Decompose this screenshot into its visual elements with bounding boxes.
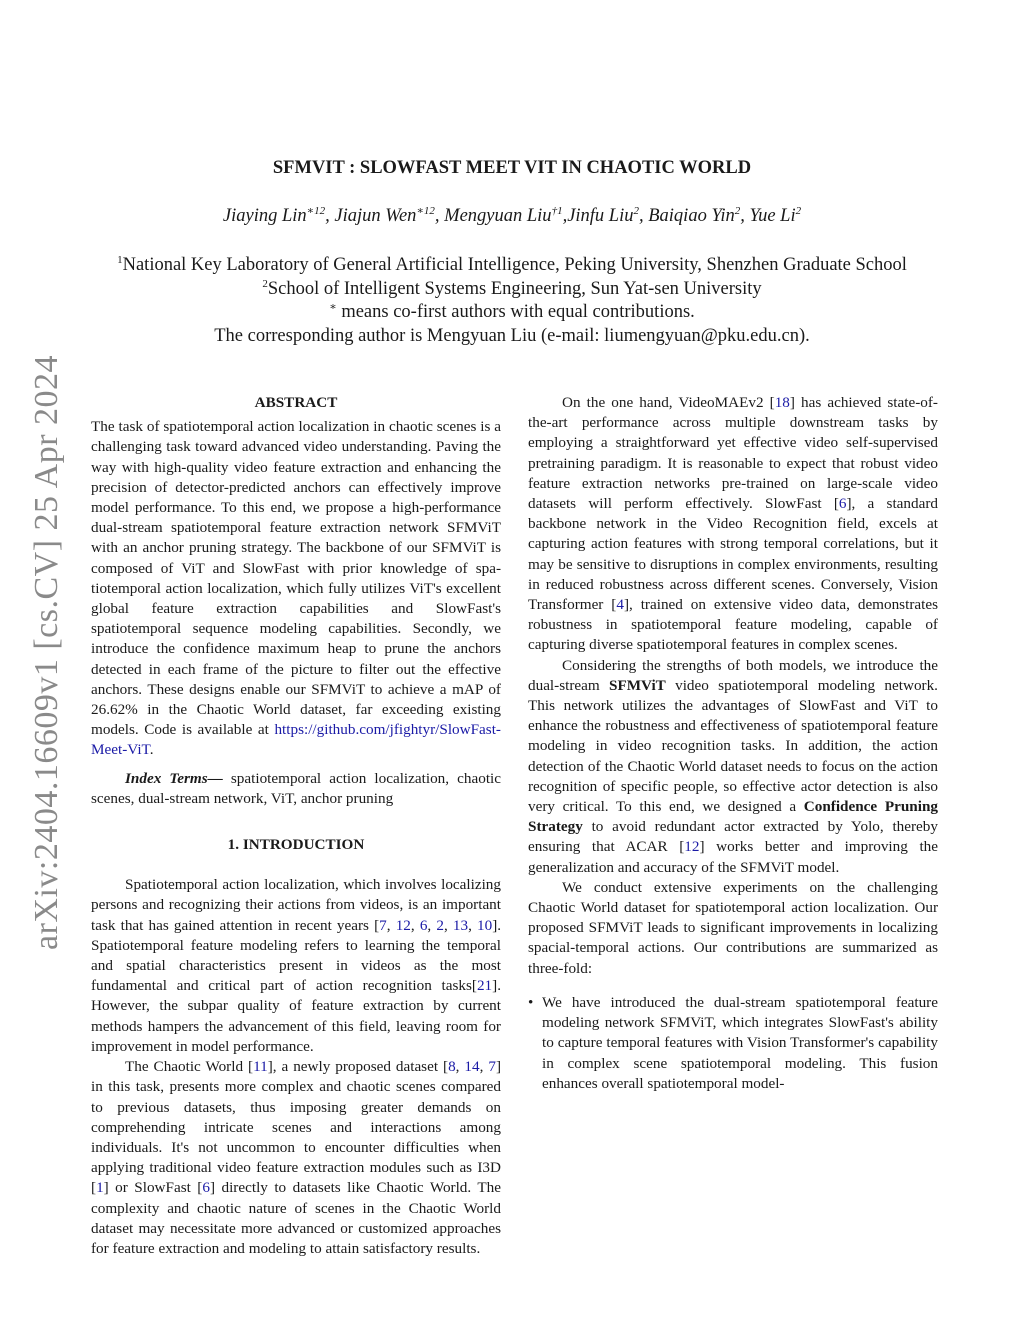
index-terms-text: spatiotemporal action localization, chaotic scenes, dual-stream network, ViT, anchor pruning [91, 769, 501, 807]
citation-link[interactable]: 21 [476, 977, 493, 995]
citation-link[interactable]: 12 [684, 838, 700, 856]
citation-link[interactable]: 1 [96, 1179, 104, 1197]
abstract-heading: ABSTRACT [254, 394, 338, 411]
index-terms [91, 769, 501, 809]
author-mark: ∗12 [306, 205, 326, 217]
citation-link[interactable]: 11 [253, 1058, 268, 1076]
corresponding-author-note: The corresponding author is Mengyuan Liu (e-mail: liumengyuan@pku.edu.cn). [214, 325, 810, 346]
author-name: Jiajun Wen [334, 206, 417, 226]
para-text: ]. Spatiotemporal feature modeling refers to learning the temporal and spatial characteristics present in videos as the most fundamental and critical part of action recognition tasks[ [91, 916, 502, 995]
author-mark: 2 [795, 205, 802, 217]
author-list: Jiaying Lin$^{∗12}$, Jiajun Wen$^{∗12}$, Mengyuan Liu$^{\dagger 1}$,Jinfu Liu$^2$, Baiqiao Yin$^2$, Yue Li$^2$ [222, 205, 802, 226]
para-text: ] in this task, presents more complex and chaotic scenes compared to previous datasets, thus imposing greater demands on comprehending intricate scenes and interactions among individuals. It's not uncommon to encounter difficulties when applying traditional video feature extraction modules such as I3D [ [91, 1058, 502, 1197]
emphasis-confidence-pruning: Confidence Pruning Strategy [528, 798, 938, 836]
citation-link[interactable]: 4 [616, 596, 624, 614]
para-text: Considering the strengths of both models, we introduce the dual-stream [528, 656, 938, 694]
left-column [91, 393, 501, 1259]
author-name: Mengyuan Liu [444, 206, 552, 226]
index-terms-label: Index Terms— [125, 769, 223, 787]
para-text: ], a standard backbone network in the Video Recognition field, excels at capturing action features with strong temporal correlations, but it may be sensitive to disruptions in complex environments, resulting in reduced robustness across different scenes. Conversely, Vision Transformer [ [528, 495, 938, 614]
para-text: ]. However, the subpar quality of feature extraction by current methods hampers the advancement of this field, leaving room for improvement in model performance. [91, 977, 501, 1055]
right-column [528, 393, 938, 1094]
abstract-body [91, 417, 501, 760]
affiliation-line [0, 254, 1024, 278]
author-mark: ∗12 [416, 205, 435, 217]
author-name: Baiqiao Yin [648, 206, 735, 226]
citation-link[interactable]: 10 [477, 916, 493, 934]
author-name: Yue Li [749, 206, 796, 226]
para-text: On the one hand, VideoMAEv2 [ [562, 394, 775, 411]
author-mark: 2 [633, 205, 639, 217]
citation-link[interactable]: 7 [488, 1058, 496, 1076]
para-text: ] works better and improving the generalization and accuracy of the SFMViT model. [528, 838, 938, 876]
author-mark: 2 [734, 205, 741, 217]
para-text: video spatiotemporal modeling network. This network utilizes the advantages of SlowFast and ViT to enhance the robustness and effectiveness of spatiotemporal feature modeling in video recognition tasks. In addition, the action detection of the Chaotic World dataset needs to focus on the action recognition of specific people, so effective actor detection is also very critical. To this end, we designed a [528, 676, 938, 816]
citation-link[interactable]: 14 [464, 1058, 480, 1076]
emphasis-sfmvit: SFMViT [609, 676, 666, 694]
affiliation-note [0, 301, 1024, 325]
citation-link[interactable]: 7 [379, 916, 387, 934]
affiliation-mark: 2 [262, 277, 268, 290]
para-text: ], a newly proposed dataset [ [267, 1058, 449, 1076]
paper-title: SFMVIT : SLOWFAST MEET VIT IN CHAOTIC WORLD [272, 158, 752, 178]
citation-link[interactable]: 8 [448, 1058, 456, 1076]
affiliation-mark: 1 [117, 254, 123, 266]
intro-paragraph-2: The Chaotic World [11], a newly proposed dataset [8, 14, 7] in this task, presents more complex and chaotic scenes compared to previous datasets, thus imposing greater demands on comprehending intricate scenes and interactions among individuals. It's not uncommon to encounter difficulties when applying traditional video feature extraction modules such as I3D [1] or SlowFast [6] directly to datasets like Chaotic World. The complexity and chaotic nature of scenes in the Chaotic World dataset may necessitate more advanced or customized approaches for feature extraction and modeling to attain satisfactory results. [91, 1058, 502, 1257]
para-text: to avoid redundant actor extracted by Yolo, thereby ensuring that ACAR [ [528, 818, 938, 856]
para-text: ] directly to datasets like Chaotic World. The complexity and chaotic nature of scenes in the Chaotic World dataset may necessitate more advanced or customized approaches for feature extraction and modeling to attain satisfactory results. [91, 1179, 502, 1257]
author-mark: †1 [551, 205, 563, 217]
affiliation-line [0, 278, 1024, 302]
code-link[interactable]: https://github.com/jfightyr/SlowFast-Meet-ViT [91, 721, 501, 759]
citation-link[interactable]: 6 [419, 916, 428, 934]
citation-link[interactable]: 18 [774, 394, 790, 411]
para-text: ], trained on extensive video data, demonstrates robustness in spatiotemporal feature modeling, capable of capturing diverse spatiotemporal features in complex scenes. [528, 596, 938, 654]
affiliation-mark: ∗ [329, 301, 337, 313]
contribution-item: • We have introduced the dual-stream spatiotemporal feature modeling network SFMViT, which integrates SlowFast's ability to capture temporal features with Vision Transformer's capability in complex scene spatiotemporal modeling. This fusion enhances overall spatiotemporal model- [542, 993, 938, 1094]
intro-paragraph-1: Spatiotemporal action localization, which involves localizing persons and recognizing their actions from videos, is an important task that has gained attention in recent years [7, 12, 6, 2, 13, 10]. Spatiotemporal feature modeling refers to learning the temporal and spatial characteristics present in videos as the most fundamental and critical part of action recognition tasks[21]. However, the subpar quality of feature extraction by current methods hampers the advancement of this field, leaving room for improvement in model performance. [91, 876, 502, 1055]
contributions-list [528, 993, 938, 1094]
affiliation-text: National Key Laboratory of General Artificial Intelligence, Peking University, Shenzhen Graduate School [122, 255, 907, 275]
author-name: Jinfu Liu [567, 206, 634, 226]
abstract-text: The task of spatiotemporal action localization in chaotic scenes is a challenging task toward advanced video understanding. Paving the way with high-quality video feature extraction and enhancing the precision of detector-predicted anchors can effectively improve model performance. To this end, we propose a high-performance dual-stream spatiotemporal feature extraction network SFMViT with an anchor pruning strategy. The backbone of our SFMViT is composed of ViT and SlowFast with prior knowledge of spatiotemporal action localization, which fully utilizes ViT's excellent global feature extraction capabilities and SlowFast's spatiotemporal sequence modeling capabilities. Secondly, we introduce the confidence maximum heap to prune the anchors detected in each frame of the picture to filter out the effective anchors. These designs enable our SFMViT to achieve a mAP of 26.62% in the Chaotic World dataset, far exceeding existing models. Code is available at [91, 418, 501, 739]
para-text: Spatiotemporal action localization, which involves localizing persons and recognizing their actions from videos, is an important task that has gained attention in recent years [ [91, 876, 501, 934]
intro-paragraph-4 [528, 656, 938, 878]
para-text: ] has achieved state-of-the-art performance across multiple downstream tasks by employing a straightforward yet effective video self-supervised pretraining paradigm. It is reasonable to expect that robust video feature extraction networks pre-trained on large-scale video datasets will perform effectively. SlowFast [ [528, 394, 938, 513]
affiliations [0, 254, 1024, 348]
arxiv-identifier-stamp: arXiv:2404.16609v1 [cs.CV] 25 Apr 2024 [28, 354, 65, 950]
citation-link[interactable]: 13 [452, 916, 469, 934]
citation-link[interactable]: 12 [395, 916, 411, 934]
citation-link[interactable]: 6 [202, 1179, 210, 1197]
citation-link[interactable]: 6 [838, 495, 847, 513]
affiliation-text: means co-first authors with equal contributions. [336, 302, 695, 322]
intro-paragraph-3 [528, 393, 938, 656]
introduction-heading: 1. INTRODUCTION [227, 836, 365, 854]
citation-link[interactable]: 2 [436, 916, 444, 934]
intro-paragraph-5: We conduct extensive experiments on the challenging Chaotic World dataset for spatiotemporal action localization. Our proposed SFMViT leads to significant improvements in localizing spacial-temporal actions. Our contributions are summarized as three-fold: [528, 878, 938, 977]
author-name: Jiaying Lin [222, 206, 307, 226]
para-text: ] or SlowFast [ [103, 1179, 203, 1197]
para-text: The Chaotic World [ [125, 1058, 254, 1076]
abstract-text-end: . [149, 741, 154, 759]
affiliation-text: School of Intelligent Systems Engineering, Sun Yat-sen University [267, 278, 762, 299]
